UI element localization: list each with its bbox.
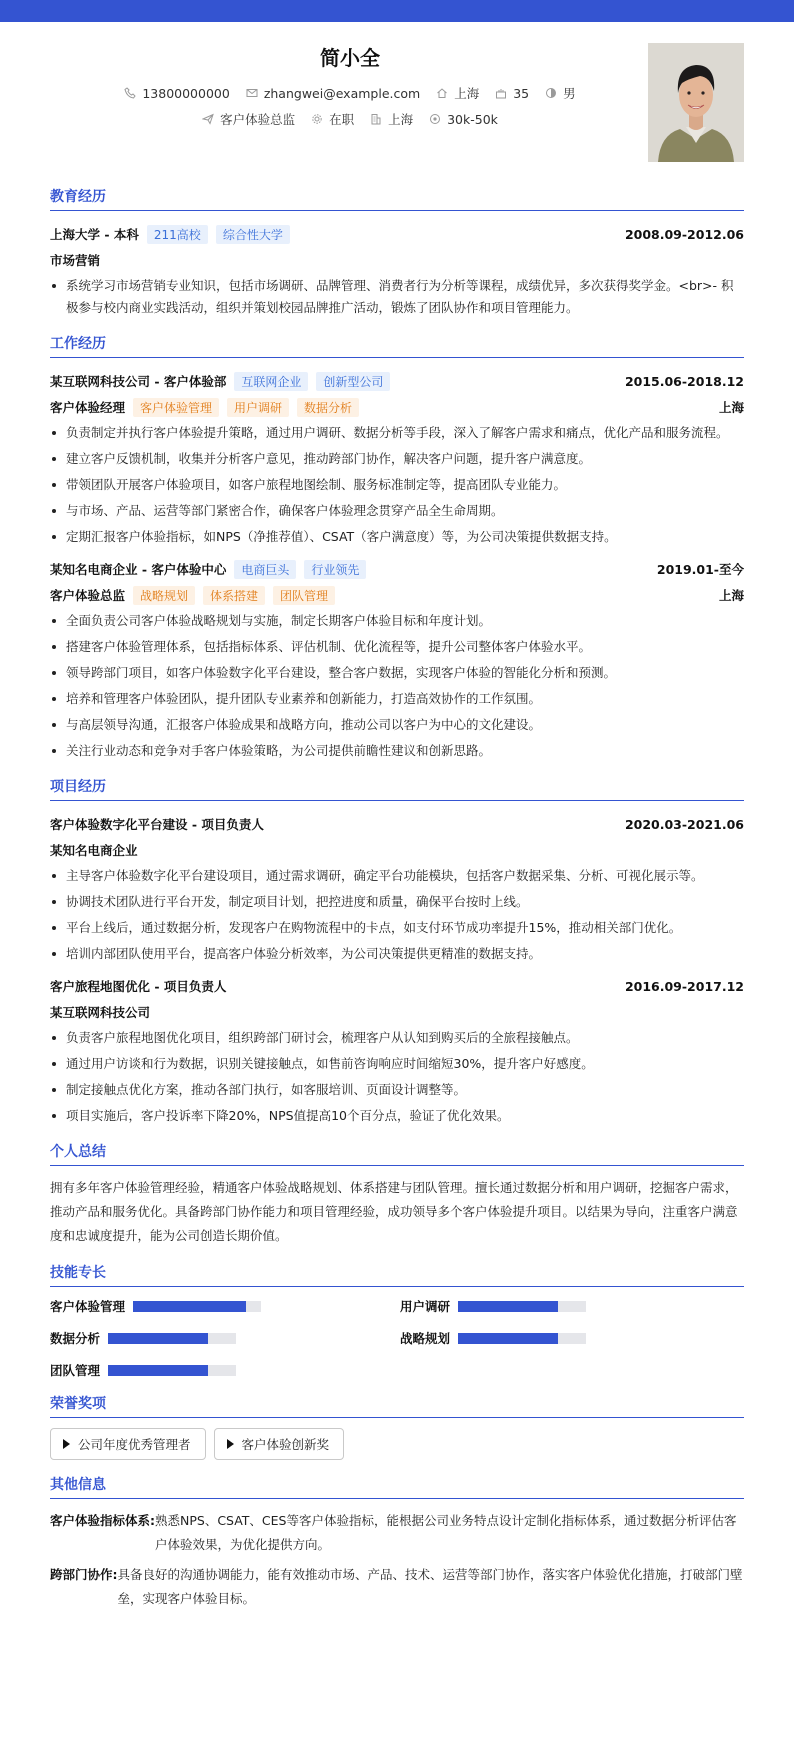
skill-item [50,1329,400,1347]
age-text: 35 [513,85,530,101]
status-text: 在职 [329,112,355,127]
role-left [50,586,335,605]
skill-item [400,1297,720,1315]
company-name: 某互联网科技公司 - 客户体验部 [50,374,227,389]
list-item: 领导跨部门项目，如客户体验数字化平台建设，整合客户数据，实现客户体验的智能化分析和预测。 [50,662,744,684]
list-item: 平台上线后，通过数据分析，发现客户在购物流程中的卡点，如支付环节成功率提升15%，推动相关部门优化。 [50,917,744,939]
skill-name: 数据分析 [50,1331,101,1346]
hometown-text: 上海 [454,86,480,101]
summary-text: 拥有多年客户体验管理经验，精通客户体验战略规划、体系搭建与团队管理。擅长通过数据分析和用户调研，挖掘客户需求，推动产品和服务优化。具备跨部门协作能力和项目管理经验，成功领导多个客户体验提升项目。以结果为导向，注重客户满意度和忠诚度提升，能为公司创造长期价值。 [50,1180,738,1243]
company-tag: 创新型公司 [316,372,390,391]
target-title-info [202,110,295,128]
award-label: 公司年度优秀管理者 [78,1437,191,1452]
project-header-row [50,973,744,999]
work-title: 工作经历 [50,333,744,358]
role-tag: 体系搭建 [203,586,265,605]
phone-icon [124,87,136,99]
mail-icon [246,87,258,99]
projects-title: 项目经历 [50,776,744,801]
role-left [50,398,359,417]
other-item [50,1563,744,1611]
triangle-right-icon [227,1439,234,1449]
skill-name: 团队管理 [50,1363,101,1378]
avatar-photo [648,43,744,162]
triangle-right-icon [63,1439,70,1449]
other-label: 客户体验指标体系: [50,1513,155,1528]
plane-icon [202,113,214,125]
list-item: 协调技术团队进行平台开发，制定项目计划，把控进度和质量，确保平台按时上线。 [50,891,744,913]
money-icon [429,113,441,125]
major: 市场营销 [50,253,101,268]
role-tag: 用户调研 [227,398,289,417]
skill-bar-fill [108,1333,208,1344]
summary-title: 个人总结 [50,1141,744,1166]
education-date: 2008.09-2012.06 [624,226,744,242]
education-section [50,186,744,319]
company-row [50,556,744,582]
list-item: 搭建客户体验管理体系，包括指标体系、评估机制、优化流程等，提升公司整体客户体验水平。 [50,636,744,658]
project-org: 某知名电商企业 [50,843,138,858]
candidate-name: 简小全 [320,46,380,70]
gender-info [545,84,576,102]
skill-bar [458,1333,586,1344]
award-chip [50,1428,206,1460]
resume-page [0,22,794,1611]
education-entry [50,221,744,319]
company-left [50,560,366,579]
other-section [50,1474,744,1611]
home-icon [436,87,448,99]
job-bullets [50,610,744,762]
project-bullets [50,865,744,965]
list-item: 定期汇报客户体验指标，如NPS（净推荐值）、CSAT（客户满意度）等，为公司决策提供数据支持。 [50,526,744,548]
skill-item [50,1297,400,1315]
list-item: 负责客户旅程地图优化项目，组织跨部门研讨会，梳理客户从认知到购买后的全旅程接触点。 [50,1027,744,1049]
gender-icon [545,87,557,99]
list-item: 与市场、产品、运营等部门紧密合作，确保客户体验理念贯穿产品全生命周期。 [50,500,744,522]
building-icon [370,113,382,125]
job-bullets [50,422,744,548]
project-entry [50,811,744,965]
skill-bar [108,1365,236,1376]
hometown-info [436,84,479,102]
job-city: 上海 [718,400,744,415]
company-tag: 行业领先 [304,560,366,579]
work-entry [50,556,744,762]
awards-section [50,1393,744,1460]
email-text: zhangwei@example.com [263,85,421,101]
education-header-row [50,221,744,247]
skill-bar-fill [108,1365,208,1376]
list-item: 与高层领导沟通，汇报客户体验成果和战略方向，推动公司以客户为中心的文化建设。 [50,714,744,736]
project-entry [50,973,744,1127]
phone-info [124,86,229,101]
resume-header [50,22,744,172]
company-tag: 互联网企业 [234,372,308,391]
school-line: 上海大学 - 本科 [50,227,139,242]
skill-name: 战略规划 [400,1331,451,1346]
list-item: 带领团队开展客户体验项目，如客户旅程地图绘制、服务标准制定等，提高团队专业能力。 [50,474,744,496]
project-header-row [50,811,744,837]
project-name: 客户旅程地图优化 - 项目负责人 [50,979,227,994]
role-name: 客户体验经理 [50,400,126,415]
project-bullets [50,1027,744,1127]
award-chip [214,1428,345,1460]
salary-info [429,112,498,127]
education-title: 教育经历 [50,186,744,211]
awards-list [50,1428,744,1460]
list-item: 制定接触点优化方案，推动各部门执行，如客服培训、页面设计调整等。 [50,1079,744,1101]
list-item: 关注行业动态和竞争对手客户体验策略，为公司提供前瞻性建议和创新思路。 [50,740,744,762]
list-item: 培养和管理客户体验团队，提升团队专业素养和创新能力，打造高效协作的工作氛围。 [50,688,744,710]
project-name: 客户体验数字化平台建设 - 项目负责人 [50,817,264,832]
role-row [50,582,744,608]
email-info [246,86,420,101]
other-item [50,1509,744,1557]
phone-text: 13800000000 [142,85,230,101]
role-tag: 客户体验管理 [133,398,219,417]
other-title: 其他信息 [50,1474,744,1499]
school-tag: 211高校 [147,225,208,244]
work-entry [50,368,744,548]
education-left [50,225,290,244]
gender-text: 男 [563,86,576,101]
list-item: 系统学习市场营销专业知识，包括市场调研、品牌管理、消费者行为分析等课程，成绩优异，多次获得奖学金。<br>- 积极参与校内商业实践活动，组织并策划校园品牌推广活动，锻炼了团队协作和项目管理能力。 [50,275,744,319]
role-tag: 数据分析 [297,398,359,417]
awards-title: 荣誉奖项 [50,1393,744,1418]
other-text: 具备良好的沟通协调能力，能有效推动市场、产品、技术、运营等部门协作，落实客户体验优化措施，打破部门壁垒，实现客户体验目标。 [117,1567,743,1606]
list-item: 项目实施后，客户投诉率下降20%，NPS值提高10个百分点，验证了优化效果。 [50,1105,744,1127]
job-date: 2015.06-2018.12 [624,373,744,389]
company-tag: 电商巨头 [234,560,296,579]
company-row [50,368,744,394]
skills-section [50,1262,744,1379]
summary-section [50,1141,744,1248]
top-accent-bar [0,0,794,22]
list-item: 建立客户反馈机制，收集并分析客户意见，推动跨部门协作，解决客户问题，提升客户满意度。 [50,448,744,470]
list-item: 全面负责公司客户体验战略规划与实施，制定长期客户体验目标和年度计划。 [50,610,744,632]
award-label: 客户体验创新奖 [241,1437,330,1452]
age-icon [495,87,507,99]
project-org: 某互联网科技公司 [50,1005,151,1020]
education-bullets [50,275,744,319]
other-text: 熟悉NPS、CSAT、CES等客户体验指标，能根据公司业务特点设计定制化指标体系，通过数据分析评估客户体验效果，为优化提供方向。 [155,1513,737,1552]
salary-text: 30k-50k [447,111,498,127]
skill-name: 客户体验管理 [50,1299,126,1314]
project-org-row [50,999,744,1025]
company-name: 某知名电商企业 - 客户体验中心 [50,562,227,577]
target-title-text: 客户体验总监 [220,112,296,127]
list-item: 负责制定并执行客户体验提升策略，通过用户调研、数据分析等手段，深入了解客户需求和痛点，优化产品和服务流程。 [50,422,744,444]
intention-row [50,110,650,128]
list-item: 主导客户体验数字化平台建设项目，通过需求调研，确定平台功能模块，包括客户数据采集、分析、可视化展示等。 [50,865,744,887]
contact-row [50,84,650,102]
job-date: 2019.01-至今 [656,562,744,577]
school-tag: 综合性大学 [216,225,290,244]
skills-grid [50,1297,744,1379]
skill-bar [133,1301,261,1312]
project-date: 2016.09-2017.12 [624,978,744,994]
skill-item [400,1329,720,1347]
skill-item [50,1361,400,1379]
projects-section [50,776,744,1127]
role-tag: 战略规划 [133,586,195,605]
project-org-row [50,837,744,863]
list-item: 通过用户访谈和行为数据，识别关键接触点，如售前咨询响应时间缩短30%，提升客户好感度。 [50,1053,744,1075]
job-city: 上海 [718,588,744,603]
role-row [50,394,744,420]
skill-bar-fill [133,1301,246,1312]
skill-bar-fill [458,1301,558,1312]
role-name: 客户体验总监 [50,588,126,603]
project-date: 2020.03-2021.06 [624,816,744,832]
skill-bar-fill [458,1333,558,1344]
skills-title: 技能专长 [50,1262,744,1287]
role-tag: 团队管理 [273,586,335,605]
target-city-text: 上海 [388,112,414,127]
status-info [311,110,354,128]
list-item: 培训内部团队使用平台，提高客户体验分析效率，为公司决策提供更精准的数据支持。 [50,943,744,965]
age-info [495,86,529,101]
skill-bar [108,1333,236,1344]
target-city-info [370,110,413,128]
major-row [50,247,744,273]
skill-bar [458,1301,586,1312]
company-left [50,372,390,391]
work-section [50,333,744,762]
skill-name: 用户调研 [400,1299,451,1314]
other-label: 跨部门协作: [50,1567,118,1582]
gear-icon [311,113,323,125]
